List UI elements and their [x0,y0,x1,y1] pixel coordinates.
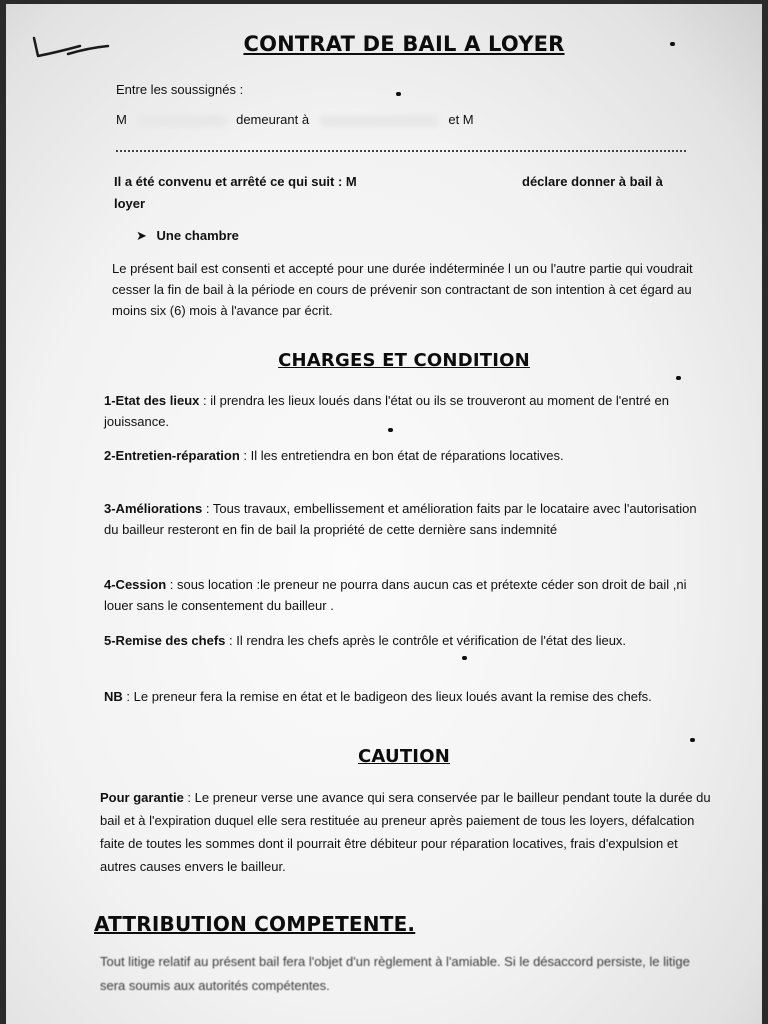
dotted-fill-line [116,142,686,152]
attribution-paragraph: Tout litige relatif au présent bail fera l'objet d'un règlement à l'amiable. Si le désaccord persiste, le litige sera soumis aux autorités compétentes. [100,954,690,993]
charges-item-text: : il prendra les lieux loués dans l'état ou ils se trouveront au moment de l'entré en jouissance. [104,393,669,429]
ink-speck [690,738,695,742]
ink-speck [670,42,675,46]
charges-item [104,630,704,651]
loyer-text: loyer [114,196,146,211]
et-m-label: et M [448,112,474,127]
nb-text: : Le preneur fera la remise en état et le badigeon des lieux loués avant la remise des chefs. [122,689,652,704]
ink-speck [676,376,681,380]
charges-item-text: : Tous travaux, embellissement et amélioration faits par le locataire avec l'autorisation du bailleur resteront en fin de bail la propriété de cette dernière sans indemnité [104,501,697,537]
redacted-address [319,115,439,127]
caution-heading: CAUTION [358,746,450,767]
contract-title: CONTRAT DE BAIL A LOYER [243,32,565,56]
ink-speck [396,92,401,96]
charges-item [104,498,704,540]
intro-line-m [116,110,474,130]
charges-item-label: 5-Remise des chefs [104,633,226,648]
declare-text: déclare donner à bail à [522,174,663,189]
charges-item [104,390,704,432]
demeurant-label: demeurant à [236,112,310,127]
caution-text: : Le preneur verse une avance qui sera conservée par le bailleur pendant toute la durée du bail et à l'expiration duquel elle sera restituée au preneur après paiement de tous les loyers, défalcation faite de toutes les sommes dont il pourrait être débiteur pour réparation locatives, frais d'expulsion et autres causes envers le bailleur. [100,790,711,874]
loyer-line [114,194,145,214]
charges-item [104,574,704,616]
charges-item-label: 2-Entretien-réparation [104,448,240,463]
charges-item [104,445,704,466]
intro-parties-label: Entre les soussignés : [116,82,244,97]
nb-note [104,686,704,707]
bullet-item [136,226,239,246]
ink-speck [462,656,467,660]
arrow-bullet-icon: ➤ [136,228,147,243]
contract-page [6,4,762,1024]
nb-label: NB [104,689,123,704]
intro-paragraph: Le présent bail est consenti et accepté pour une durée indéterminée l un ou l'autre partie qui voudrait cesser la fin de bail à la période en cours de prévenir son contractant de son intention à cet égard au moins six (6) mois à l'avance par écrit. [112,261,693,318]
attribution-heading: ATTRIBUTION COMPETENTE. [94,912,416,936]
convenu-text: Il a été convenu et arrêté ce qui suit : M [114,174,357,189]
ink-speck [388,428,393,432]
charges-item-label: 1-Etat des lieux [104,393,200,408]
redacted-name [138,115,228,127]
charges-heading: CHARGES ET CONDITION [278,350,530,371]
m-prefix: M [116,112,127,127]
charges-item-text: : sous location :le preneur ne pourra dans aucun cas et prétexte céder son droit de bail ,ni louer sans le consentement du bailleur . [104,577,687,613]
charges-item-text: : Il rendra les chefs après le contrôle et vérification de l'état des lieux. [225,633,627,648]
charges-item-label: 3-Améliorations [104,501,203,516]
charges-item-text: : Il les entretiendra en bon état de réparations locatives. [239,448,564,463]
caution-label: Pour garantie [100,790,184,805]
declare-line [522,172,663,192]
caution-paragraph [100,786,712,878]
charges-item-label: 4-Cession [104,577,167,592]
bullet-item-text: Une chambre [156,228,239,243]
convenu-line [114,172,357,192]
